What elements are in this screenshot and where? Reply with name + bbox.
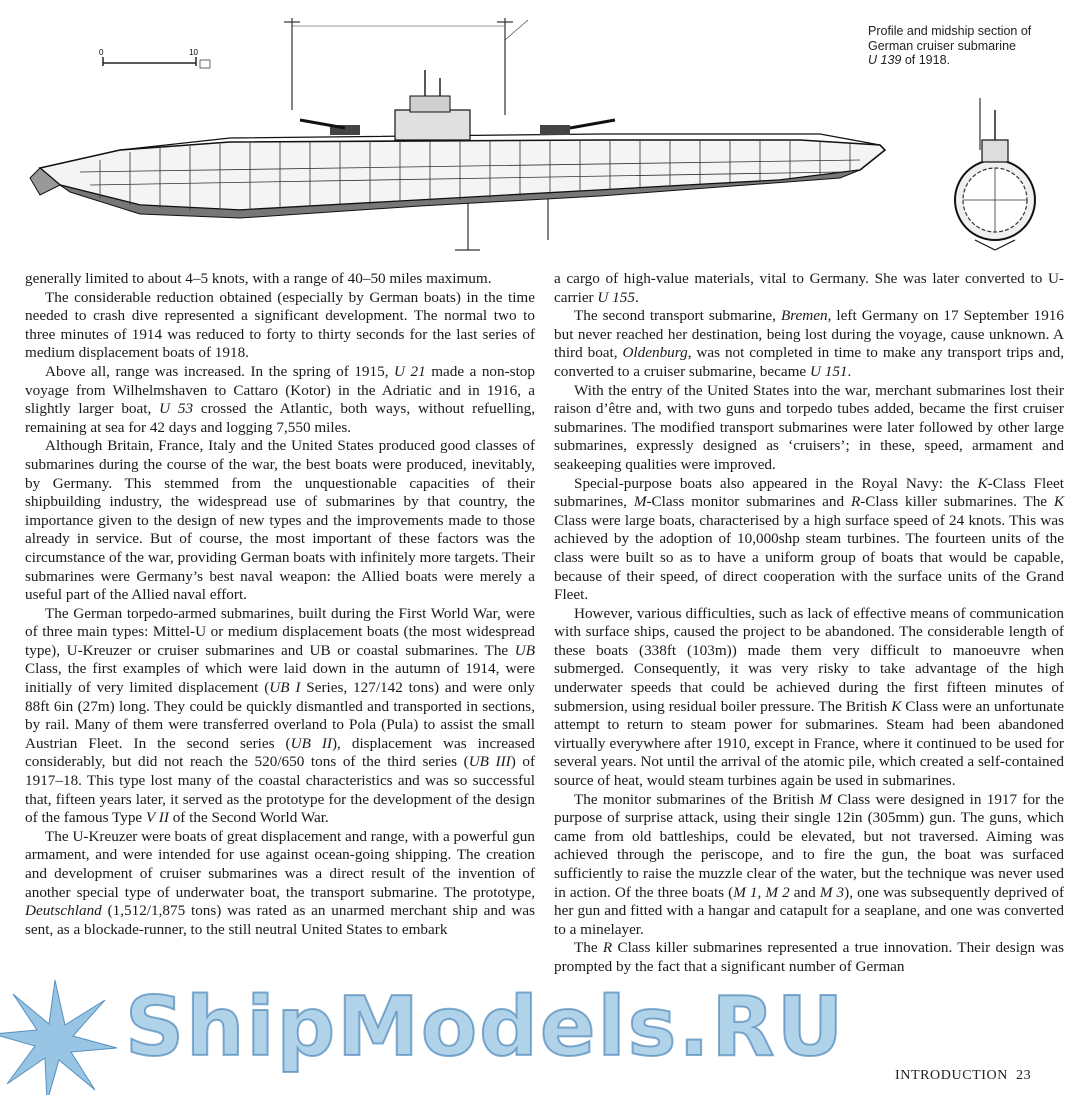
paragraph: Special-purpose boats also appeared in the Royal Navy: the K-Class Fleet submarines, M-Class monitor submarines and R-Class killer submarines. The K Class were large boats, characterised by a high surface speed of 24 knots. This was achieved by the adoption of 10,000shp steam turbines. The fourteen units of the class were built so as to have a uniform group of boats that would be capable, because of their speed, of direct cooperation with the surface units of the Grand Fleet. — [554, 474, 1064, 604]
paragraph: Above all, range was increased. In the spring of 1915, U 21 made a non-stop voyage from Wilhelmshaven to Cattaro (Kotor) in the Adriatic and in 1916, a slightly larger boat, U 53 crossed the Atlantic, both ways, without refuelling, remaining at sea for 42 days and logging 7,550 miles. — [25, 362, 536, 436]
page-number: 23 — [1015, 1068, 1032, 1083]
scale-zero: 0 — [99, 48, 104, 57]
caption-line-2: German cruiser submarine — [868, 38, 1016, 53]
right-column — [554, 270, 1064, 977]
midship-section — [955, 110, 1035, 250]
running-section-title: INTRODUCTION — [895, 1068, 1008, 1083]
caption-line-1: Profile and midship section of — [868, 24, 1032, 38]
paragraph: The considerable reduction obtained (especially by German boats) in the time needed to crash dive represented a significant development. The normal two to three minutes of 1914 was reduced to forty to thirty seconds for the last series of medium displacement boats of 1918. — [25, 288, 535, 362]
scale-ten: 10 — [189, 48, 198, 57]
submarine-figure — [0, 0, 1080, 262]
paragraph: The R Class killer submarines represented a true innovation. Their design was prompted by the fact that a significant number of German — [554, 939, 1064, 975]
paragraph: However, various difficulties, such as lack of effective means of communication with surface ships, caused the project to be abandoned. The considerable length of these boats (338ft (103m)) made them very difficult to manoeuvre when submerged. Consequently, it was very risky to take advantage of the high underwater speeds that could be achieved during the first fifteen minutes of submersion, using residual boiler pressure. The British K Class were an unfortunate attempt to return to steam power for submarines. Steam had been abandoned virtually everywhere after 1910, except in France, where it continued to be used for several years. Not until the arrival of the atomic pile, which created a self-contained source of heat, would steam turbines again be used in submarines. — [554, 604, 1065, 790]
paragraph: generally limited to about 4–5 knots, with a range of 40–50 miles maximum. — [25, 270, 492, 287]
caption-boat-name: U 139 — [868, 53, 902, 67]
hull-profile — [30, 70, 885, 218]
paragraph: The monitor submarines of the British M Class were designed in 1917 for the purpose of surprise attack, using their single 12in (305mm) gun. The guns, which came from old battleships, could be elevated, but not traversed. Aiming was achieved through the periscope, and to fire the gun, the boat was surfaced sufficiently to raise the muzzle clear of the water, but the technique was never used in action. Of the three boats (M 1, M 2 and M 3), one was subsequently deprived of her gun and fitted with a hangar and catapult for a seaplane, and one was converted to a minelayer. — [554, 790, 1065, 938]
paragraph: The German torpedo-armed submarines, built during the First World War, were of three main types: Mittel-U or medium displacement boats (the most widespread type), U-Kreuzer or cruiser submarines and UB or coastal submarines. The UB Class, the first examples of which were laid down in the autumn of 1914, were initially of very limited displacement (UB I Series, 127/142 tons) and were only 88ft 6in (27m) long. They could be quickly dismantled and transported in sections, by rail. Many of them were transferred overland to Pola (Pula) to assist the small Austrian Fleet. In the second series (UB II), displacement was increased considerably, but did not reach the 520/650 tons of the third series (UB III) of 1917–18. This type lost many of the coastal characteristics and was so successful that, fifteen years later, it served as the prototype for the development of the design of the famous Type V II of the Second World War. — [25, 604, 536, 827]
page-footer — [895, 1068, 1031, 1084]
caption-year: of 1918. — [901, 53, 951, 67]
left-column — [25, 270, 535, 939]
caption-line-3 — [868, 53, 1068, 68]
paragraph: The second transport submarine, Bremen, left Germany on 17 September 1916 but never reached her destination, being lost during the voyage, cause unknown. A third boat, Oldenburg, was not completed in time to make any transport trips and, converted to a cruiser submarine, became U 151. — [554, 307, 1064, 380]
paragraph: a cargo of high-value materials, vital to Germany. She was later converted to U-carrier U 155. — [554, 270, 1064, 306]
scale-bar — [99, 48, 210, 68]
watermark-text: ShipModels.RU — [125, 980, 846, 1075]
paragraph: The U-Kreuzer were boats of great displacement and range, with a powerful gun armament, and were intended for use against ocean-going shipping. The creation and development of cruiser submarines was a direct result of the invention of another special type of underwater boat, the transport submarine. The prototype, Deutschland (1,512/1,875 tons) was rated as an unarmed merchant ship and was sent, as a blockade-runner, to the still neutral United States to embark — [25, 827, 535, 938]
figure-caption — [868, 24, 1068, 68]
paragraph: Although Britain, France, Italy and the United States produced good classes of submarines during the course of the war, the best boats were produced, inevitably, by Germany. This stemmed from the unquestionable capacities of their shipbuilding industry, the widespread use of submarines by that country, the importance given to the design of new types and the improvements made to those already in service. But of course, the most important of these factors was the circumstance of the war, providing German boats with infinitely more targets. Their submarines were Germany’s best naval weapon: the Allied boats were merely a useful part of the Allied naval effort. — [25, 437, 535, 604]
paragraph: With the entry of the United States into the war, merchant submarines lost their raison d’être and, with two guns and torpedo tubes added, became the first cruiser submarines. The modified transport submarines were later followed by other large submarines, expressly designed as ‘cruisers’; in these, speed, armament and seakeeping qualities were improved. — [554, 381, 1064, 473]
